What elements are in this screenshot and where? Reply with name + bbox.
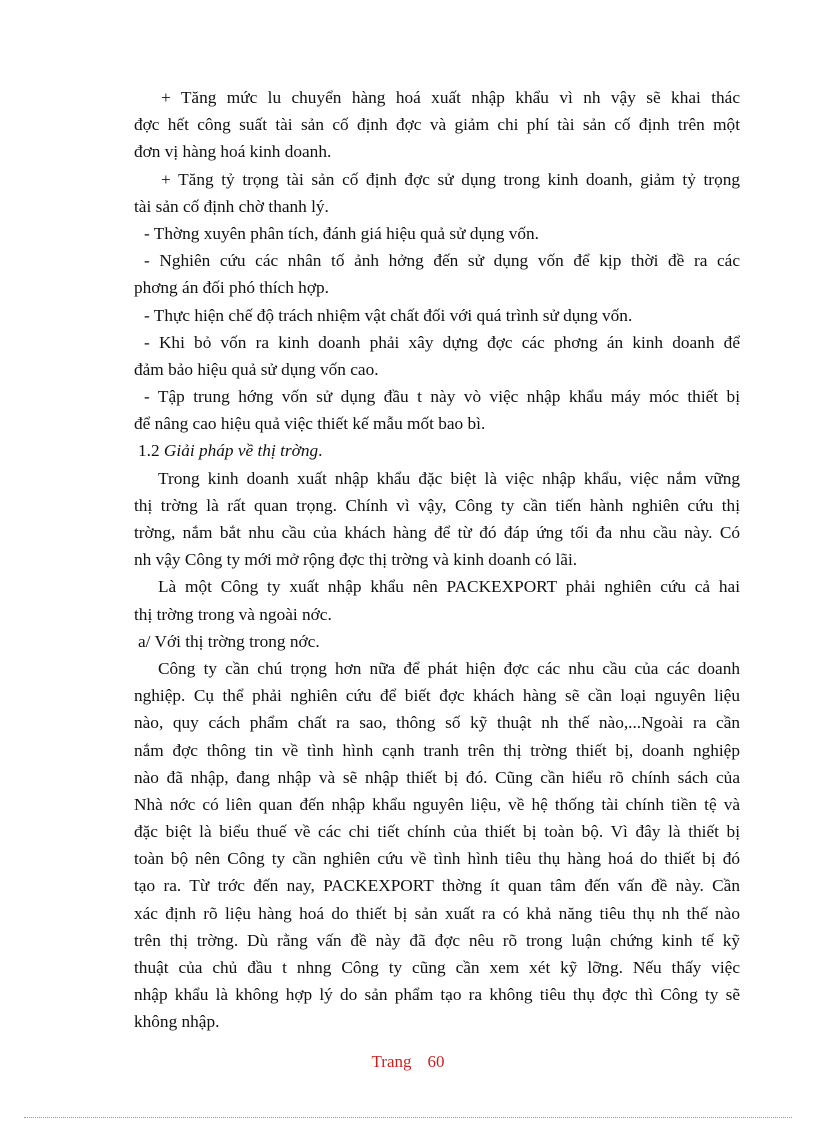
paragraph-line: thuật của chủ đầu t nhng Công ty cũng cần xem xét kỹ lỡng. Nếu thấy việc <box>134 958 740 977</box>
paragraph-line: xác định rõ liệu hàng hoá do thiết bị sản xuất ra có khả năng tiêu thụ nh thế nào <box>134 903 740 923</box>
paragraph-line: tạo ra. Từ trớc đến nay, PACKEXPORT thờng ít quan tâm đến vấn đề này. Cần <box>134 876 740 896</box>
paragraph-line: đợc hết công suất tài sản cố định đợc và giảm chi phí tài sản cố định trên một <box>134 115 740 135</box>
paragraph-line: đặc biệt là biểu thuế về các chi tiết chính của thiết bị toàn bộ. Vì đây là thiết bị <box>134 822 740 842</box>
paragraph-line: + Tăng tỷ trọng tài sản cố định đợc sử dụng trong kinh doanh, giảm tỷ trọng <box>161 169 740 189</box>
paragraph-line: - Thực hiện chế độ trách nhiệm vật chất đối với quá trình sử dụng vốn. <box>144 305 633 325</box>
section-heading-tail: . <box>318 441 323 461</box>
bottom-divider <box>24 1117 792 1118</box>
subsection-heading: a/ Với thị trờng trong nớc. <box>138 631 320 651</box>
paragraph-line: toàn bộ nên Công ty cần nghiên cứu về tình hình tiêu thụ hàng hoá do thiết bị đó <box>134 849 740 869</box>
paragraph-line: tài sản cố định chờ thanh lý. <box>134 196 329 216</box>
section-number: 1.2 <box>138 441 164 461</box>
paragraph-line: nh vậy Công ty mới mở rộng đợc thị trờng và kinh doanh có lãi. <box>134 550 578 570</box>
paragraph-line: nào đã nhập, đang nhập và sẽ nhập thiết bị đó. Cũng cần hiểu rõ chính sách của <box>134 767 740 787</box>
paragraph-line: không nhập. <box>134 1012 220 1032</box>
footer-label: Trang <box>371 1052 412 1071</box>
paragraph-line: - Thờng xuyên phân tích, đánh giá hiệu quả sử dụng vốn. <box>144 223 539 243</box>
paragraph-line: thị trờng là rất quan trọng. Chính vì vậy, Công ty cần tiến hành nghiên cứu thị <box>134 495 740 515</box>
page-footer <box>0 1052 816 1072</box>
paragraph-line: Là một Công ty xuất nhập khẩu nên PACKEXPORT phải nghiên cứu cả hai <box>158 577 740 597</box>
paragraph-line: đơn vị hàng hoá kinh doanh. <box>134 142 332 162</box>
paragraph-line: trên thị trờng. Dù rằng vấn đề này đã đợc nêu rõ trong luận chứng kinh tế kỹ <box>134 930 740 950</box>
paragraph-line: trờng, nắm bắt nhu cầu của khách hàng để từ đó đáp ứng tối đa nhu cầu này. Có <box>134 523 740 542</box>
paragraph-line: nắm đợc thông tin về tình hình cạnh tranh trên thị trờng thiết bị, doanh nghiệp <box>134 740 740 760</box>
paragraph-line: Trong kinh doanh xuất nhập khẩu đặc biệt là việc nhập khẩu, việc nắm vững <box>158 468 740 488</box>
body-text <box>134 84 740 1036</box>
paragraph-line: + Tăng mức lu chuyển hàng hoá xuất nhập khẩu vì nh vậy sẽ khai thác <box>161 88 740 107</box>
paragraph-line: nghiệp. Cụ thể phải nghiên cứu để biết đợc khách hàng sẽ cần loại nguyên liệu <box>134 686 740 706</box>
page-number: 60 <box>427 1052 445 1071</box>
paragraph-line: - Tập trung hớng vốn sử dụng đầu t này vò việc nhập khẩu máy móc thiết bị <box>144 387 740 407</box>
paragraph-line: đảm bảo hiệu quả sử dụng vốn cao. <box>134 359 379 379</box>
paragraph-line: để nâng cao hiệu quả việc thiết kế mẫu mốt bao bì. <box>134 414 486 434</box>
paragraph-line: - Khi bỏ vốn ra kinh doanh phải xây dựng đợc các phơng án kinh doanh để <box>144 332 740 352</box>
paragraph-line: thị trờng trong và ngoài nớc. <box>134 604 332 624</box>
paragraph-line: Nhà nớc có liên quan đến nhập khẩu nguyên liệu, về hệ thống tài chính tiền tệ và <box>134 794 740 814</box>
paragraph-line: nhập khẩu là không hợp lý do sản phẩm tạo ra không tiêu thụ đợc thì Công ty sẽ <box>134 985 740 1005</box>
section-heading-title: Giải pháp về thị trờng <box>163 441 319 461</box>
section-heading <box>134 437 740 464</box>
paragraph-line: - Nghiên cứu các nhân tố ảnh hởng đến sử dụng vốn để kịp thời đề ra các <box>144 251 740 271</box>
paragraph-line: Công ty cần chú trọng hơn nữa để phát hiện đợc các nhu cầu của các doanh <box>158 658 740 678</box>
paragraph-line: phơng án đối phó thích hợp. <box>134 278 329 298</box>
paragraph-line: nào, quy cách phẩm chất ra sao, thông số kỹ thuật nh thế nào,...Ngoài ra cần <box>134 713 740 733</box>
